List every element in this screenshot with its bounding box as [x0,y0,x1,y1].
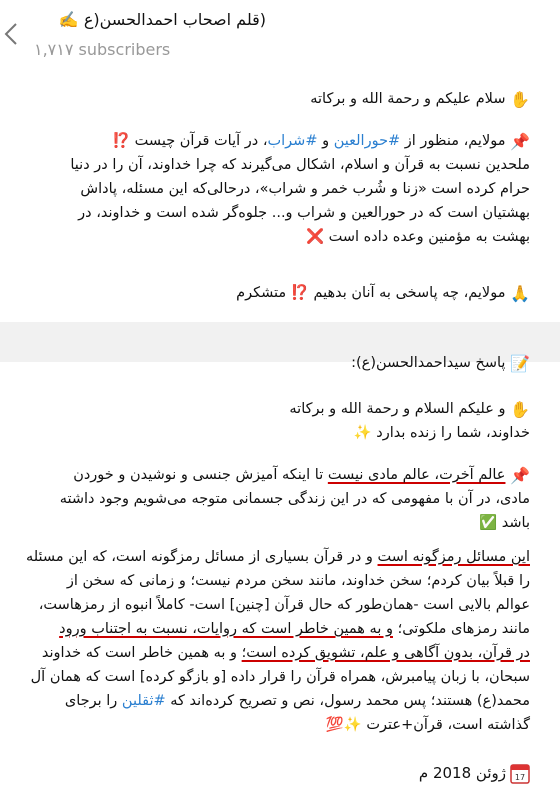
answer-p2-line-2: را قبلاً بیان کردم؛ سخن خداوند، مانند سخن مردم نیست؛ و زمانی که سخن از [66,573,530,589]
answer-text: تا اینکه آمیزش جنسی و نوشیدن و خوردن [73,467,328,483]
answer-header-text: پاسخ سیداحمدالحسن(ع): [351,355,506,371]
question-final-text: مولایم، چه پاسخی به آنان بدهیم ⁉️ متشکرم [236,285,506,301]
raised-hand-icon: ✋ [510,400,530,419]
memo-icon: 📝 [510,354,530,373]
question-final-line [30,282,530,305]
answer-blessing: خداوند، شما را زنده بدارد ✨ [353,425,530,441]
question-line-4: بهشتیان است که در حورالعین و شراب و... جلوه‌گر شده است و خداوند، در [78,205,530,221]
folded-hands-icon: 🙏 [510,284,530,303]
answer-p2-line-6: سبحان، با زبان پیامبرش، همراه قرآن را قرار داده [و بازگو کرده] است که همان آل [30,669,530,685]
underlined-text: در قرآن، بدون آگاهی و علم، تشویق کرده است؛ [241,645,530,661]
answer-p1-line-1 [30,464,530,487]
answer-p2-line-7 [30,690,530,712]
answer-p2-line-1 [25,546,530,568]
answer-text: مانند رمزهای ملکوتی؛ [392,621,530,637]
message-date: ژوئن 2018 م [418,764,506,782]
underlined-text: این مسائل رمزگونه است [377,549,530,565]
hashtag-link[interactable]: #حورالعین [333,133,401,149]
underlined-text: و به همین خاطر است که روایات، نسبت به اجتناب ورود [59,621,393,637]
greeting-line [30,88,530,111]
question-line-5: بهشت به مؤمنین وعده داده است ❌ [305,229,530,245]
channel-header [0,0,560,70]
svg-text:17: 17 [514,773,526,782]
answer-text: محمد(ع) هستند؛ پس محمد رسول، نص و تصریح کرده‌اند که [165,693,530,709]
answer-greeting [30,398,530,421]
hashtag-link[interactable]: #ثقلین [121,693,166,709]
back-arrow-icon[interactable] [2,22,20,46]
hashtag-link[interactable]: #شراب [267,133,318,149]
subscriber-count: ۱,۷۱۷ subscribers [34,40,171,59]
answer-header [30,352,530,375]
answer-greeting-text: و علیکم السلام و رحمة الله و برکاته [289,401,506,417]
underlined-text: عالم آخرت، عالم مادی نیست [327,467,506,483]
answer-p2-line-3: عوالم بالایی است -همان‌طور که حال قرآن [چنین] است- کاملاً انبوه از رمزهاست، [38,597,530,613]
raised-hand-icon: ✋ [510,90,530,109]
question-text: ، در آیات قرآن چیست ⁉️ [112,133,268,149]
answer-text: و به همین خاطر است که خداوند [41,645,242,661]
pushpin-icon: 📌 [510,466,530,485]
question-line-1 [30,130,530,153]
question-line-2: ملحدین نسبت به قرآن و اسلام، اشکال می‌گیرند که چرا خداوند، آن را در دنیا [70,157,530,173]
answer-p2-line-8: گذاشته است، قرآن+عترت ✨💯 [325,717,530,733]
answer-text: و در قرآن بسیاری از مسائل رمزگونه است، که این مسئله [25,549,378,565]
question-text: مولایم، منظور از [400,133,506,149]
answer-p2-line-4 [30,618,530,640]
question-line-3: حرام کرده است «زنا و شُرب خمر و شراب»، درحالی‌که این مسئله، پاداش [80,181,530,197]
calendar-icon [510,762,530,784]
answer-p1-line-3: باشد ✅ [479,515,530,531]
question-text: و [317,133,334,149]
channel-title[interactable]: (قلم اصحاب احمدالحسن(ع ✍️ [58,10,266,29]
answer-text: را برجای [64,693,122,709]
pushpin-icon: 📌 [510,132,530,151]
answer-p1-line-2: مادی، در آن با مفهومی که در این زندگی جسمانی متوجه می‌شویم وجود داشته [59,491,530,507]
answer-p2-line-5 [30,642,530,664]
greeting-text: سلام علیکم و رحمة الله و برکاته [310,91,506,107]
